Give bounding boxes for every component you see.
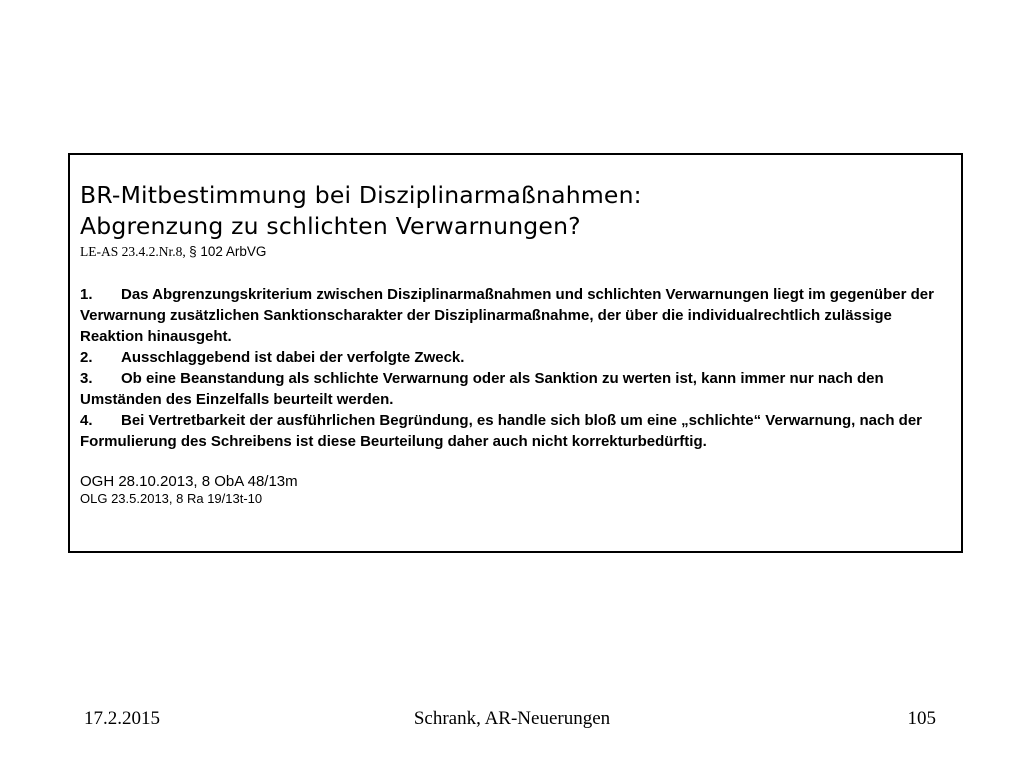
point-item (80, 410, 950, 452)
reference-paragraph: § 102 ArbVG (189, 244, 267, 259)
court-decision-ogh: OGH 28.10.2013, 8 ObA 48/13m (80, 473, 298, 490)
points-list (80, 284, 950, 452)
title-line-1: BR-Mitbestimmung bei Disziplinarmaßnahmen: (80, 181, 642, 209)
point-text: Das Abgrenzungskriterium zwischen Disziplinarmaßnahmen und schlichten Verwarnungen liegt im gegenüber der Verwarnung zusätzlichen Sanktionscharakter der Disziplinarmaßnahme, der über die individualrechtlich zulässige Reaktion hinausgeht. (80, 286, 934, 345)
court-decision-olg: OLG 23.5.2013, 8 Ra 19/13t-10 (80, 491, 263, 506)
page-number: 105 (907, 708, 936, 729)
point-text: Ausschlaggebend ist dabei der verfolgte Zweck. (121, 349, 465, 366)
point-item (80, 368, 950, 410)
slide-content (80, 180, 950, 507)
point-item (80, 347, 950, 368)
footer-author: Schrank, AR-Neuerungen (413, 708, 611, 729)
point-number: 3. (80, 370, 93, 387)
reference-code: LE-AS 23.4.2.Nr.8, (80, 244, 186, 259)
title-line-2: Abgrenzung zu schlichten Verwarnungen? (80, 212, 581, 240)
point-item (80, 284, 950, 347)
point-number: 4. (80, 412, 93, 429)
footer-date: 17.2.2015 (84, 708, 160, 729)
court-decisions (80, 472, 950, 507)
legal-reference (80, 244, 950, 260)
slide-title (80, 180, 950, 242)
point-text: Ob eine Beanstandung als schlichte Verwarnung oder als Sanktion zu werten ist, kann immer nur nach den Umständen des Einzelfalls beurteilt werden. (80, 370, 884, 408)
point-number: 1. (80, 286, 93, 303)
point-number: 2. (80, 349, 93, 366)
point-text: Bei Vertretbarkeit der ausführlichen Begründung, es handle sich bloß um eine „schlichte“ Verwarnung, nach der Formulierung des Schreibens ist diese Beurteilung daher auch nicht korrekturbedürftig. (80, 412, 923, 450)
